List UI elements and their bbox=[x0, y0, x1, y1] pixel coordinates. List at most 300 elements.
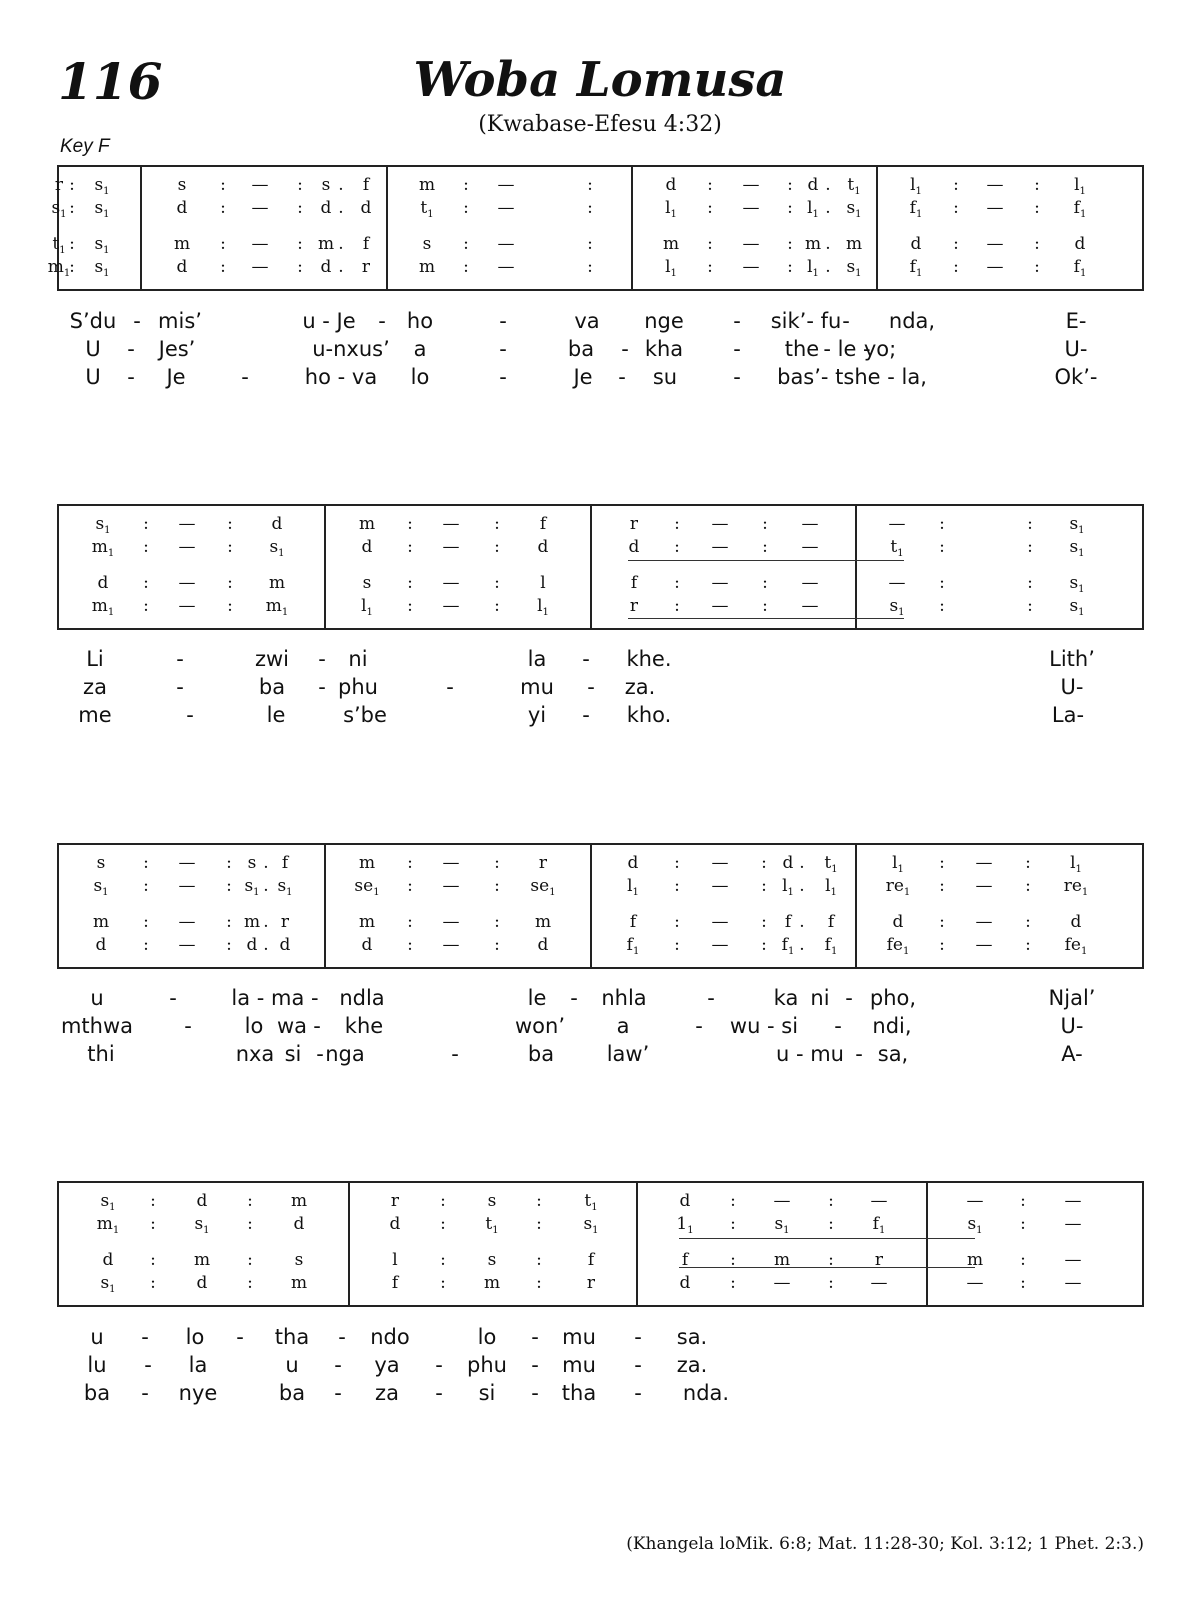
solfa-note: d bbox=[320, 257, 332, 277]
solfa-note: : bbox=[787, 257, 793, 277]
solfa-note: $s_1$ bbox=[94, 257, 110, 279]
solfa-note: : bbox=[494, 853, 500, 873]
lyric-syllable: ba bbox=[258, 675, 286, 699]
solfa-note: : bbox=[1020, 1214, 1026, 1234]
solfa-note: : bbox=[440, 1273, 446, 1293]
solfa-note: $t_1$ bbox=[890, 537, 904, 559]
solfa-note: : bbox=[707, 257, 713, 277]
solfa-note: . bbox=[825, 198, 831, 218]
solfa-note: m bbox=[662, 234, 680, 254]
lyric-syllable: nga bbox=[325, 1042, 365, 1066]
solfa-note: $1_1$ bbox=[676, 1214, 694, 1236]
lyric-syllable: - bbox=[184, 1014, 192, 1038]
solfa-note: $s_1$ bbox=[1069, 537, 1085, 559]
solfa-note: — bbox=[975, 853, 993, 873]
solfa-note: : bbox=[828, 1250, 834, 1270]
solfa-note: $s_1$ bbox=[51, 198, 67, 220]
lyric-syllable: nda, bbox=[888, 309, 936, 333]
music-system-3 bbox=[57, 843, 1144, 969]
lyric-syllable: lo bbox=[185, 1325, 205, 1349]
solfa-note: $t_1$ bbox=[420, 198, 434, 220]
solfa-note: : bbox=[143, 935, 149, 955]
solfa-note: $s_1$ bbox=[94, 198, 110, 220]
lyric-syllable: le bbox=[266, 703, 286, 727]
solfa-note: : bbox=[730, 1191, 736, 1211]
solfa-note: $s_1$ bbox=[94, 234, 110, 256]
solfa-note: — bbox=[1064, 1214, 1082, 1234]
solfa-note: : bbox=[939, 853, 945, 873]
lyric-syllable: u - mu bbox=[775, 1042, 845, 1066]
lyric-syllable: u-nxus’ bbox=[312, 337, 390, 361]
lyric-syllable: won’ bbox=[514, 1014, 566, 1038]
solfa-note: f bbox=[629, 912, 637, 932]
solfa-note: : bbox=[407, 537, 413, 557]
music-system-2 bbox=[57, 504, 1144, 630]
lyric-syllable: a bbox=[413, 337, 427, 361]
lyric-syllable: ni bbox=[348, 647, 368, 671]
solfa-note: : bbox=[828, 1214, 834, 1234]
bar-line bbox=[631, 167, 633, 289]
tie-line bbox=[628, 560, 904, 561]
solfa-note: m bbox=[804, 234, 822, 254]
solfa-note: : bbox=[587, 175, 593, 195]
solfa-note: — bbox=[442, 853, 460, 873]
lyric-syllable: nye bbox=[178, 1381, 218, 1405]
lyric-syllable: su bbox=[652, 365, 678, 389]
solfa-note: d bbox=[389, 1214, 401, 1234]
solfa-note: m bbox=[845, 234, 863, 254]
lyric-syllable: ya bbox=[374, 1353, 400, 1377]
solfa-note: $s_1$ bbox=[846, 198, 862, 220]
solfa-note: . bbox=[338, 175, 344, 195]
solfa-note: $f_1$ bbox=[1073, 257, 1087, 279]
lyric-syllable: u bbox=[90, 986, 104, 1010]
solfa-note: : bbox=[407, 876, 413, 896]
solfa-note: . bbox=[799, 935, 805, 955]
lyric-syllable: - bbox=[127, 337, 135, 361]
solfa-note: : bbox=[1020, 1273, 1026, 1293]
solfa-note: : bbox=[730, 1214, 736, 1234]
solfa-note: : bbox=[494, 596, 500, 616]
tie-line bbox=[628, 618, 904, 619]
solfa-note: — bbox=[711, 935, 729, 955]
lyric-syllable: - bbox=[141, 1325, 149, 1349]
solfa-note: : bbox=[407, 935, 413, 955]
solfa-note: — bbox=[986, 175, 1004, 195]
solfa-note: d bbox=[1070, 912, 1082, 932]
solfa-note: m bbox=[966, 1250, 984, 1270]
scripture-references: (Khangela loMik. 6:8; Mat. 11:28-30; Kol. 3:12; 1 Phet. 2:3.) bbox=[626, 1534, 1144, 1554]
lyric-syllable: sa. bbox=[676, 1325, 708, 1349]
solfa-note: : bbox=[143, 912, 149, 932]
lyric-syllable: - bbox=[318, 647, 326, 671]
solfa-note: — bbox=[870, 1273, 888, 1293]
solfa-note: d bbox=[176, 198, 188, 218]
solfa-note: f bbox=[681, 1250, 689, 1270]
lyric-syllable: sik’- fu bbox=[770, 309, 842, 333]
solfa-note: m bbox=[173, 234, 191, 254]
lyric-syllable: u bbox=[90, 1325, 104, 1349]
lyric-syllable: u bbox=[285, 1353, 299, 1377]
solfa-note: $l_1$ bbox=[665, 198, 677, 220]
solfa-note: : bbox=[494, 537, 500, 557]
solfa-note: — bbox=[773, 1191, 791, 1211]
solfa-note: : bbox=[227, 514, 233, 534]
solfa-note: $s_1$ bbox=[1069, 514, 1085, 536]
solfa-note: r bbox=[629, 514, 639, 534]
solfa-note: : bbox=[143, 573, 149, 593]
solfa-note: m bbox=[92, 912, 110, 932]
solfa-note: m bbox=[290, 1191, 308, 1211]
solfa-note: : bbox=[143, 876, 149, 896]
solfa-note: — bbox=[711, 876, 729, 896]
solfa-note: d bbox=[196, 1273, 208, 1293]
solfa-note: : bbox=[150, 1214, 156, 1234]
solfa-note: : bbox=[587, 257, 593, 277]
lyric-syllable: - bbox=[446, 675, 454, 699]
hymn-number: 116 bbox=[58, 52, 163, 111]
lyric-syllable: E- bbox=[1065, 309, 1087, 333]
solfa-note: : bbox=[828, 1273, 834, 1293]
solfa-note: — bbox=[801, 514, 819, 534]
solfa-note: s bbox=[362, 573, 372, 593]
solfa-note: m bbox=[290, 1273, 308, 1293]
solfa-note: — bbox=[975, 935, 993, 955]
solfa-note: m bbox=[358, 912, 376, 932]
solfa-note: — bbox=[497, 257, 515, 277]
lyric-syllable: ba bbox=[278, 1381, 306, 1405]
solfa-note: m bbox=[358, 514, 376, 534]
solfa-note: — bbox=[742, 198, 760, 218]
solfa-note: : bbox=[1027, 596, 1033, 616]
solfa-note: d bbox=[628, 537, 640, 557]
lyric-syllable: - bbox=[531, 1325, 539, 1349]
lyric-syllable: yo; bbox=[863, 337, 897, 361]
lyric-syllable: za. bbox=[676, 1353, 708, 1377]
lyric-syllable: pho, bbox=[869, 986, 917, 1010]
lyric-syllable: - bbox=[241, 365, 249, 389]
solfa-note: : bbox=[150, 1250, 156, 1270]
solfa-note: $s_1$ bbox=[244, 876, 260, 898]
solfa-note: : bbox=[762, 596, 768, 616]
lyric-syllable: - bbox=[313, 1014, 321, 1038]
solfa-note: $t_1$ bbox=[847, 175, 861, 197]
solfa-note: f bbox=[362, 175, 370, 195]
solfa-note: $f_1$ bbox=[909, 257, 923, 279]
bar-line bbox=[386, 167, 388, 289]
solfa-note: r bbox=[538, 853, 548, 873]
lyric-syllable: U bbox=[85, 365, 101, 389]
lyric-syllable: - bbox=[318, 675, 326, 699]
lyric-syllable: lu bbox=[87, 1353, 107, 1377]
solfa-note: $f_1$ bbox=[626, 935, 640, 957]
solfa-note: — bbox=[801, 573, 819, 593]
solfa-note: $s_1$ bbox=[967, 1214, 983, 1236]
lyric-syllable: lo bbox=[410, 365, 430, 389]
lyric-syllable: - bbox=[435, 1381, 443, 1405]
lyric-syllable: u - Je bbox=[302, 309, 356, 333]
solfa-note: : bbox=[463, 198, 469, 218]
lyric-syllable: - bbox=[733, 309, 741, 333]
lyric-syllable: - bbox=[144, 1353, 152, 1377]
solfa-note: $f_1$ bbox=[872, 1214, 886, 1236]
music-system-1 bbox=[47, 165, 1144, 291]
lyric-syllable: Lith’ bbox=[1049, 647, 1095, 671]
bar-line bbox=[140, 167, 142, 289]
solfa-note: d bbox=[1074, 234, 1086, 254]
lyric-syllable: A- bbox=[1061, 1042, 1083, 1066]
solfa-note: s bbox=[294, 1250, 304, 1270]
solfa-note: — bbox=[178, 876, 196, 896]
solfa-note: — bbox=[742, 257, 760, 277]
solfa-note: — bbox=[442, 596, 460, 616]
solfa-note: : bbox=[463, 257, 469, 277]
solfa-note: — bbox=[178, 853, 196, 873]
lyric-syllable: thi bbox=[87, 1042, 115, 1066]
lyric-syllable: si bbox=[478, 1381, 496, 1405]
solfa-note: : bbox=[297, 198, 303, 218]
solfa-note: : bbox=[143, 537, 149, 557]
solfa-note: : bbox=[762, 514, 768, 534]
lyric-syllable: kha bbox=[644, 337, 684, 361]
solfa-note: : bbox=[69, 234, 75, 254]
solfa-note: . bbox=[263, 876, 269, 896]
solfa-note: m bbox=[483, 1273, 501, 1293]
solfa-note: — bbox=[711, 573, 729, 593]
bar-line bbox=[636, 1183, 638, 1305]
solfa-note: — bbox=[442, 912, 460, 932]
solfa-note: $l_1$ bbox=[782, 876, 794, 898]
solfa-note: $fe_1$ bbox=[1064, 935, 1088, 957]
lyric-syllable: - bbox=[570, 986, 578, 1010]
solfa-note: : bbox=[939, 876, 945, 896]
solfa-note: $t_1$ bbox=[52, 234, 66, 256]
solfa-note: m bbox=[268, 573, 286, 593]
bar-line bbox=[926, 1183, 928, 1305]
solfa-note: $t_1$ bbox=[824, 853, 838, 875]
solfa-note: : bbox=[1025, 853, 1031, 873]
solfa-note: : bbox=[953, 234, 959, 254]
solfa-note: — bbox=[801, 596, 819, 616]
lyric-syllable: U- bbox=[1064, 337, 1088, 361]
lyric-syllable: Jes’ bbox=[158, 337, 196, 361]
solfa-note: — bbox=[178, 596, 196, 616]
solfa-note: : bbox=[536, 1273, 542, 1293]
solfa-note: s bbox=[247, 853, 257, 873]
lyric-syllable: the bbox=[784, 337, 820, 361]
solfa-note: — bbox=[711, 853, 729, 873]
lyric-syllable: mthwa bbox=[60, 1014, 134, 1038]
solfa-note: : bbox=[440, 1214, 446, 1234]
solfa-note: $se_1$ bbox=[530, 876, 556, 898]
lyric-syllable: La- bbox=[1051, 703, 1085, 727]
lyric-syllable: ba bbox=[83, 1381, 111, 1405]
solfa-note: $fe_1$ bbox=[886, 935, 910, 957]
lyric-syllable: - bbox=[499, 365, 507, 389]
lyric-syllable: wa bbox=[276, 1014, 308, 1038]
solfa-note: : bbox=[494, 935, 500, 955]
solfa-note: d bbox=[910, 234, 922, 254]
solfa-note: d bbox=[679, 1191, 691, 1211]
solfa-note: d bbox=[102, 1250, 114, 1270]
lyric-syllable: s’be bbox=[343, 703, 387, 727]
solfa-note: : bbox=[707, 234, 713, 254]
solfa-note: f bbox=[281, 853, 289, 873]
solfa-note: — bbox=[251, 198, 269, 218]
solfa-note: — bbox=[711, 596, 729, 616]
lyric-syllable: kho. bbox=[626, 703, 672, 727]
lyric-syllable: nda. bbox=[682, 1381, 730, 1405]
solfa-note: — bbox=[497, 175, 515, 195]
solfa-note: — bbox=[888, 573, 906, 593]
lyric-syllable: - bbox=[141, 1381, 149, 1405]
solfa-note: — bbox=[742, 175, 760, 195]
solfa-note: — bbox=[251, 175, 269, 195]
lyric-syllable: - bbox=[855, 1042, 863, 1066]
lyric-syllable: khe bbox=[344, 1014, 384, 1038]
lyric-syllable: nhla bbox=[601, 986, 647, 1010]
solfa-note: : bbox=[1034, 198, 1040, 218]
lyric-syllable: S’du bbox=[69, 309, 117, 333]
lyric-syllable: me bbox=[78, 703, 112, 727]
solfa-note: : bbox=[407, 573, 413, 593]
lyric-syllable: - bbox=[127, 365, 135, 389]
solfa-note: s bbox=[422, 234, 432, 254]
lyric-syllable: - bbox=[531, 1353, 539, 1377]
solfa-note: : bbox=[297, 257, 303, 277]
solfa-note: f bbox=[391, 1273, 399, 1293]
solfa-note: : bbox=[220, 175, 226, 195]
solfa-note: $s_1$ bbox=[100, 1273, 116, 1295]
solfa-note: — bbox=[178, 514, 196, 534]
solfa-note: s bbox=[321, 175, 331, 195]
solfa-note: . bbox=[338, 234, 344, 254]
bar-line bbox=[590, 845, 592, 967]
lyric-syllable: - bbox=[334, 1353, 342, 1377]
solfa-note: . bbox=[799, 912, 805, 932]
solfa-note: : bbox=[587, 234, 593, 254]
lyric-syllable: - bbox=[587, 675, 595, 699]
lyric-syllable: khe. bbox=[626, 647, 672, 671]
solfa-note: f bbox=[539, 514, 547, 534]
solfa-note: : bbox=[226, 935, 232, 955]
solfa-note: — bbox=[870, 1191, 888, 1211]
solfa-note: $l_1$ bbox=[537, 596, 549, 618]
solfa-note: $f_1$ bbox=[824, 935, 838, 957]
solfa-note: $t_1$ bbox=[584, 1191, 598, 1213]
solfa-note: : bbox=[587, 198, 593, 218]
lyric-syllable: lo bbox=[477, 1325, 497, 1349]
lyric-syllable: U bbox=[85, 337, 101, 361]
lyric-syllable: Li bbox=[86, 647, 104, 671]
solfa-note: : bbox=[707, 198, 713, 218]
solfa-note: : bbox=[407, 912, 413, 932]
solfa-note: d bbox=[537, 537, 549, 557]
solfa-note: : bbox=[939, 514, 945, 534]
lyric-syllable: mu bbox=[562, 1353, 596, 1377]
lyric-syllable: yi bbox=[527, 703, 547, 727]
solfa-note: : bbox=[1025, 935, 1031, 955]
solfa-note: : bbox=[674, 537, 680, 557]
solfa-note: : bbox=[787, 234, 793, 254]
lyric-syllable: za. bbox=[624, 675, 656, 699]
solfa-note: : bbox=[1034, 175, 1040, 195]
lyric-syllable: wu - si bbox=[729, 1014, 799, 1038]
solfa-note: r bbox=[629, 596, 639, 616]
solfa-note: : bbox=[939, 537, 945, 557]
solfa-note: : bbox=[536, 1191, 542, 1211]
lyric-syllable: - bbox=[499, 309, 507, 333]
solfa-note: : bbox=[787, 175, 793, 195]
solfa-note: — bbox=[711, 912, 729, 932]
solfa-note: — bbox=[986, 198, 1004, 218]
key-signature: Key F bbox=[60, 136, 110, 157]
solfa-note: $t_1$ bbox=[485, 1214, 499, 1236]
bar-line bbox=[324, 506, 326, 628]
solfa-note: m bbox=[418, 257, 436, 277]
lyric-syllable: - bbox=[695, 1014, 703, 1038]
solfa-note: : bbox=[69, 198, 75, 218]
solfa-note: — bbox=[742, 234, 760, 254]
solfa-note: $m_1$ bbox=[47, 257, 71, 279]
solfa-note: : bbox=[674, 876, 680, 896]
solfa-note: : bbox=[494, 514, 500, 534]
solfa-note: d bbox=[293, 1214, 305, 1234]
lyric-syllable: si bbox=[284, 1042, 302, 1066]
solfa-note: : bbox=[762, 537, 768, 557]
tie-line bbox=[679, 1238, 975, 1239]
solfa-note: d bbox=[95, 935, 107, 955]
solfa-note: $l_1$ bbox=[807, 198, 819, 220]
solfa-note: — bbox=[986, 234, 1004, 254]
lyric-syllable: ba bbox=[567, 337, 595, 361]
solfa-note: : bbox=[674, 935, 680, 955]
solfa-note: . bbox=[338, 257, 344, 277]
lyric-syllable: - bbox=[499, 337, 507, 361]
solfa-note: — bbox=[442, 537, 460, 557]
lyric-syllable: le bbox=[527, 986, 547, 1010]
solfa-note: m bbox=[773, 1250, 791, 1270]
lyric-syllable: nge bbox=[644, 309, 684, 333]
lyric-syllable: phu bbox=[338, 675, 378, 699]
solfa-note: — bbox=[1064, 1191, 1082, 1211]
solfa-note: : bbox=[939, 596, 945, 616]
lyric-syllable: tha bbox=[561, 1381, 597, 1405]
solfa-note: $re_1$ bbox=[885, 876, 911, 898]
solfa-note: — bbox=[251, 234, 269, 254]
solfa-note: r bbox=[390, 1191, 400, 1211]
solfa-note: $m_1$ bbox=[265, 596, 289, 618]
lyric-syllable: ho - va bbox=[304, 365, 378, 389]
solfa-note: r bbox=[874, 1250, 884, 1270]
solfa-note: $l_1$ bbox=[1074, 175, 1086, 197]
solfa-note: : bbox=[226, 912, 232, 932]
solfa-note: $f_1$ bbox=[781, 935, 795, 957]
lyric-syllable: - le - bbox=[823, 337, 871, 361]
solfa-note: m bbox=[243, 912, 261, 932]
solfa-note: d bbox=[665, 175, 677, 195]
solfa-note: $s_1$ bbox=[93, 876, 109, 898]
solfa-note: m bbox=[193, 1250, 211, 1270]
solfa-note: : bbox=[143, 853, 149, 873]
solfa-note: . bbox=[263, 853, 269, 873]
solfa-note: : bbox=[730, 1250, 736, 1270]
lyric-syllable: - bbox=[451, 1042, 459, 1066]
tie-line bbox=[679, 1267, 975, 1268]
solfa-note: — bbox=[1064, 1250, 1082, 1270]
solfa-note: d bbox=[271, 514, 283, 534]
lyric-syllable: mu bbox=[520, 675, 554, 699]
